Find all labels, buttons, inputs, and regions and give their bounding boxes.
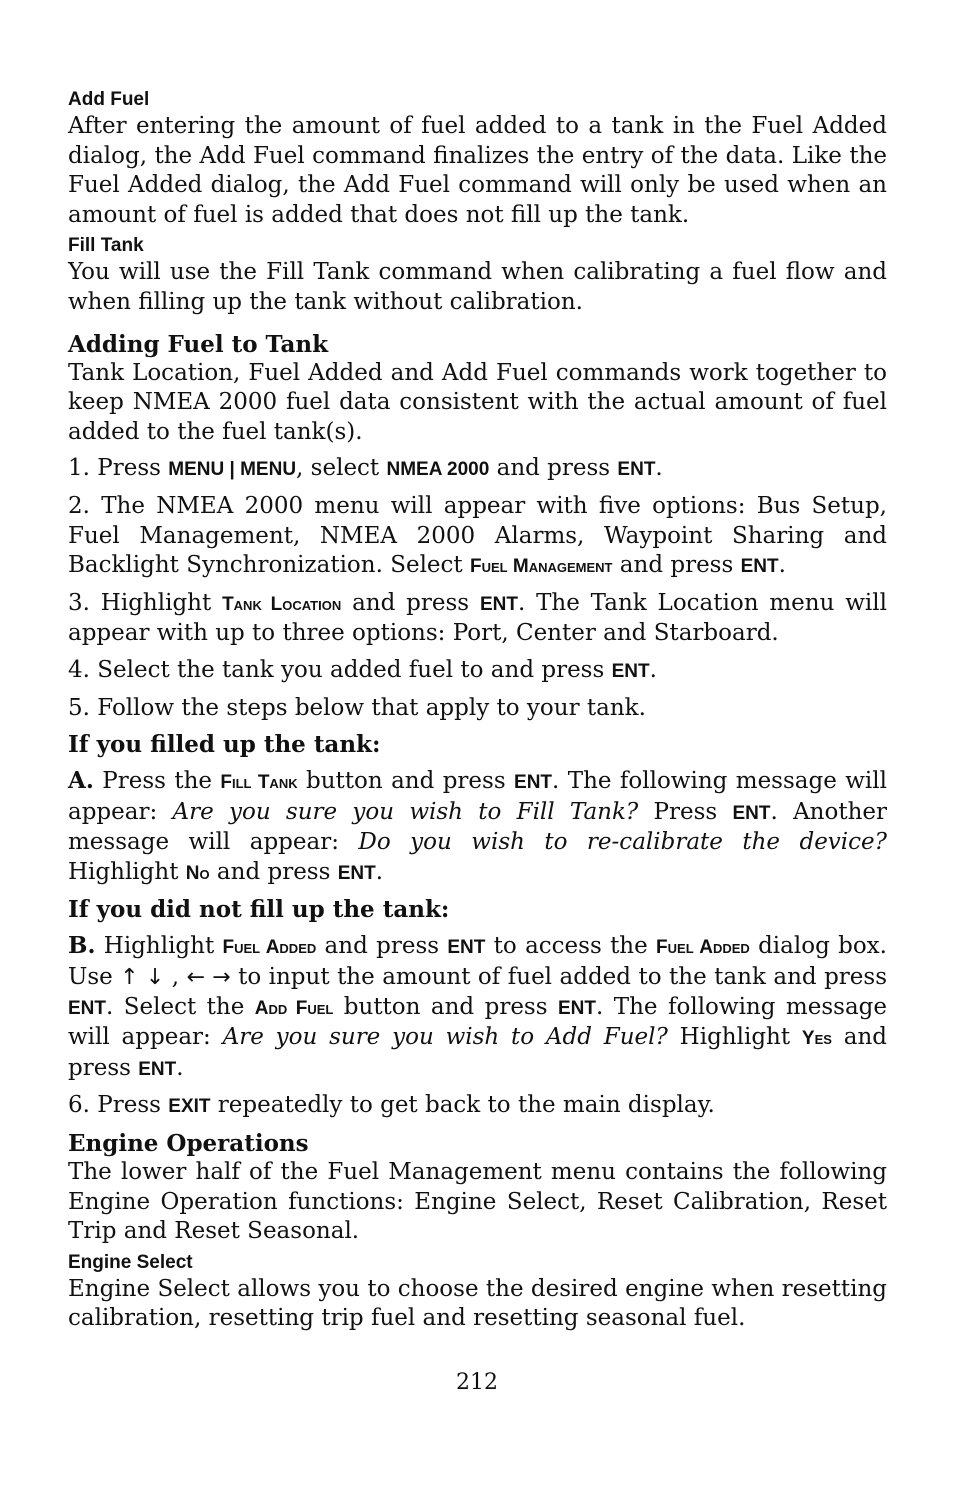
yes-key: Yes — [801, 1028, 832, 1050]
engine-operations-body: The lower half of the Fuel Management menu contains the following Engine Operation functions: Engine Select, Reset Calibration, Reset Trip and Reset Seasonal. — [68, 1159, 887, 1245]
left-right-arrows-icon: ← → — [186, 965, 231, 991]
fill-tank-body: You will use the Fill Tank command when calibrating a fuel flow and when filling up the tank without calibration. — [68, 259, 887, 315]
exit-key: EXIT — [168, 1096, 211, 1118]
tank-location-key: Tank Location — [222, 593, 342, 615]
fuel-added-key: Fuel Added — [656, 937, 750, 959]
up-down-arrows-icon: ↑ ↓ — [120, 965, 165, 991]
ent-key: ENT — [447, 937, 486, 959]
ent-key: ENT — [138, 1058, 177, 1080]
manual-page — [68, 88, 887, 1334]
step-6: 6. Press EXIT repeatedly to get back to the main display. — [68, 1092, 715, 1119]
step-b: B. Highlight Fuel Added and press ENT to access the Fuel Added dialog box. Use ↑ ↓ , ← → to input the amount of fuel added to the tank and press ENT. Select the Add Fuel button and press ENT. The following message will appear: Are you sure you wish to Add Fuel? Highlight Yes and press ENT. — [68, 932, 888, 1081]
fuel-management-key: Fuel Management — [469, 556, 613, 578]
nmea-2000-key: NMEA 2000 — [386, 459, 490, 481]
ent-key: ENT — [514, 772, 553, 794]
add-fuel-body: After entering the amount of fuel added to a tank in the Fuel Added dialog, the Add Fuel command finalizes the entry of the data. Like the Fuel Added dialog, the Add Fuel command will only be used when an amount of fuel is added that does not fill up the tank. — [68, 113, 887, 228]
step-1: 1. Press MENU | MENU, select NMEA 2000 and press ENT. — [68, 455, 663, 482]
ent-key: ENT — [337, 862, 376, 884]
step-4: 4. Select the tank you added fuel to and press ENT. — [68, 656, 657, 683]
menu-key: MENU — [168, 459, 225, 481]
step-3: 3. Highlight Tank Location and press ENT. The Tank Location menu will appear with up to three options: Port, Center and Starboard. — [68, 589, 887, 647]
fill-tank-heading: Fill Tank — [68, 235, 144, 257]
engine-select-body: Engine Select allows you to choose the desired engine when resetting calibration, resetting trip fuel and resetting seasonal fuel. — [68, 1275, 887, 1332]
filled-tank-heading: If you filled up the tank: — [68, 731, 381, 759]
add-fuel-key: Add Fuel — [254, 997, 334, 1019]
step-5: 5. Follow the steps below that apply to your tank. — [68, 694, 646, 721]
ent-key: ENT — [617, 459, 656, 481]
ent-key: ENT — [611, 660, 650, 682]
engine-operations-heading: Engine Operations — [68, 1130, 309, 1158]
add-fuel-heading: Add Fuel — [68, 89, 150, 110]
step-2: 2. The NMEA 2000 menu will appear with five options: Bus Setup, Fuel Management, NMEA 2000 Alarms, Waypoint Sharing and Backlight Synchronization. Select Fuel Management and press ENT. — [68, 492, 887, 579]
fill-tank-key: Fill Tank — [220, 772, 298, 794]
not-filled-tank-heading: If you did not fill up the tank: — [68, 896, 450, 924]
ent-key: ENT — [479, 593, 518, 615]
ent-key: ENT — [732, 802, 771, 824]
ent-key: ENT — [68, 997, 106, 1019]
no-key: No — [185, 862, 210, 884]
menu-key: MENU — [240, 459, 297, 481]
step-a: A. Press the Fill Tank button and press ENT. The following message will appear: Are you sure you wish to Fill Tank? Press ENT. Another message will appear: Do you wish to re-calibrate the device? Highlight No and press ENT. — [68, 767, 887, 885]
engine-select-heading: Engine Select — [68, 1251, 193, 1273]
ent-key: ENT — [558, 997, 596, 1019]
page-number: 212 — [456, 1370, 498, 1395]
adding-fuel-body: Tank Location, Fuel Added and Add Fuel commands work together to keep NMEA 2000 fuel data consistent with the actual amount of fuel added to the fuel tank(s). — [68, 359, 887, 445]
fuel-added-key: Fuel Added — [222, 937, 317, 959]
ent-key: ENT — [740, 556, 779, 578]
adding-fuel-heading: Adding Fuel to Tank — [68, 330, 329, 358]
